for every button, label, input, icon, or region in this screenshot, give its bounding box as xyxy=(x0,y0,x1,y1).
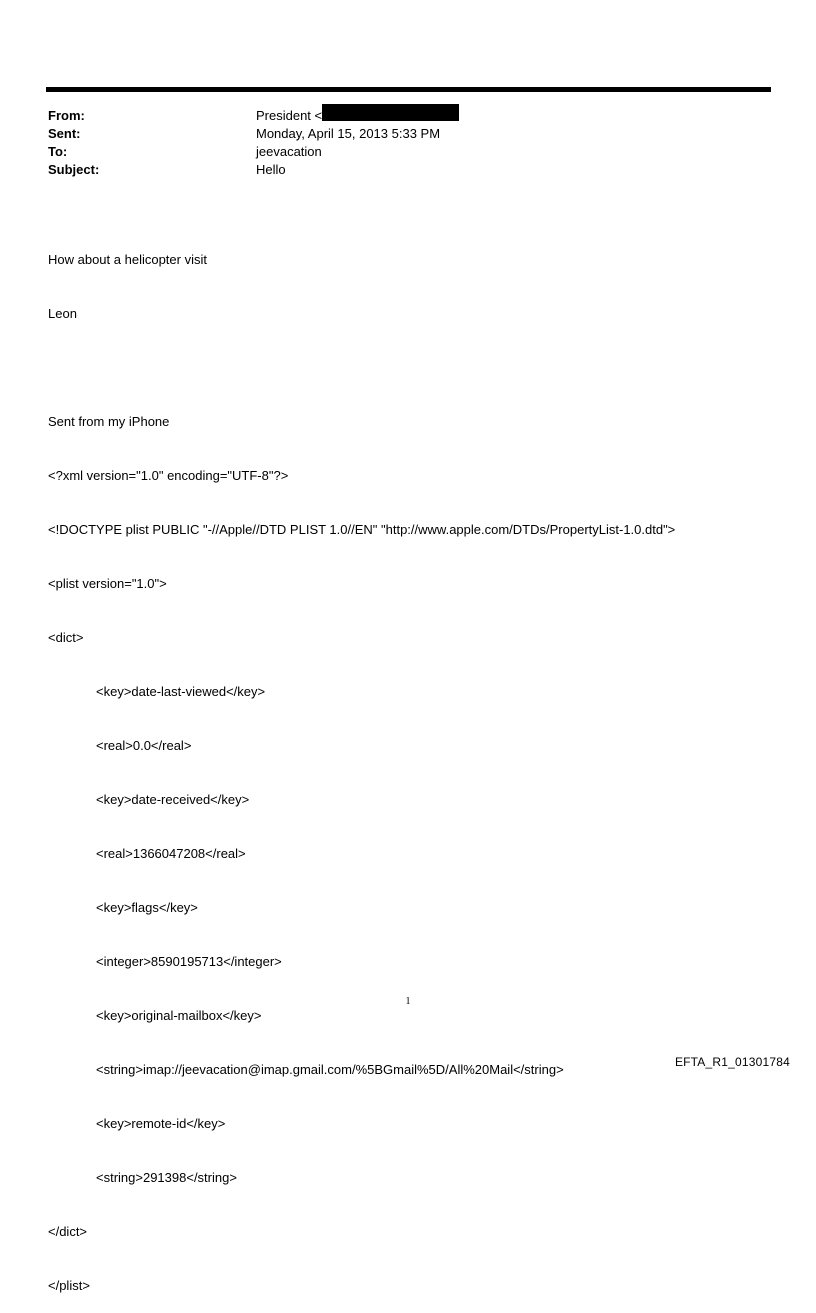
dict-line: <real>0.0</real> xyxy=(96,738,192,753)
subject-value: Hello xyxy=(256,162,286,177)
to-value: jeevacation xyxy=(256,144,322,159)
dict-line: <key>original-mailbox</key> xyxy=(96,1008,262,1023)
dict-line: <real>1366047208</real> xyxy=(96,846,246,861)
sent-from-line: Sent from my iPhone xyxy=(48,414,170,429)
page-number: 1 xyxy=(405,996,411,1007)
from-sender: President < xyxy=(256,108,323,123)
document-id: EFTA_R1_01301784 xyxy=(674,1055,790,1069)
dict-close: </dict> xyxy=(48,1224,88,1239)
dict-line: <key>remote-id</key> xyxy=(96,1116,226,1131)
dict-line: <string>imap://jeevacation@imap.gmail.com/%5BGmail%5D/All%20Mail</string> xyxy=(96,1062,564,1077)
from-row xyxy=(48,107,459,125)
dict-open: <dict> xyxy=(48,630,84,645)
blank-line xyxy=(48,359,675,377)
dict-line: <string>291398</string> xyxy=(96,1170,237,1185)
email-header xyxy=(48,107,459,179)
sent-row xyxy=(48,125,459,143)
plist-open: <plist version="1.0"> xyxy=(48,576,167,591)
xml-declaration: <?xml version="1.0" encoding="UTF-8"?> xyxy=(48,468,289,483)
signature-line: Leon xyxy=(48,306,77,321)
dict-line: <integer>8590195713</integer> xyxy=(96,954,282,969)
sent-value: Monday, April 15, 2013 5:33 PM xyxy=(256,126,441,141)
redaction-box xyxy=(322,104,459,121)
sent-label: Sent: xyxy=(48,126,81,141)
subject-label: Subject: xyxy=(48,162,100,177)
body-line: How about a helicopter visit xyxy=(48,252,207,267)
subject-row xyxy=(48,161,459,179)
dict-line: <key>date-received</key> xyxy=(96,792,250,807)
dict-line: <key>date-last-viewed</key> xyxy=(96,684,266,699)
from-value xyxy=(256,107,459,125)
to-row xyxy=(48,143,459,161)
top-rule xyxy=(46,87,771,92)
from-label: From: xyxy=(48,108,85,123)
plist-close: </plist> xyxy=(48,1278,90,1293)
to-label: To: xyxy=(48,144,68,159)
doctype-line: <!DOCTYPE plist PUBLIC "-//Apple//DTD PLIST 1.0//EN" "http://www.apple.com/DTDs/PropertyList-1.0.dtd"> xyxy=(48,522,676,537)
dict-line: <key>flags</key> xyxy=(96,900,198,915)
email-body xyxy=(48,215,675,1313)
